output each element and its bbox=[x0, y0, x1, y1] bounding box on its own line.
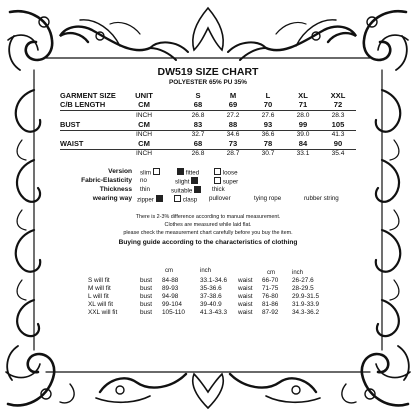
fit-measure: waist bbox=[238, 285, 253, 292]
cell-value: 83 bbox=[193, 120, 203, 129]
fit-measure: bust bbox=[140, 301, 153, 308]
cell-value: 39.0 bbox=[296, 131, 310, 138]
checkbox-icon bbox=[214, 168, 221, 175]
fit-inch: 28-29.5 bbox=[292, 285, 314, 292]
attr-option: pullover bbox=[209, 195, 231, 202]
cell-value: 32.7 bbox=[191, 131, 205, 138]
row-label-bust: BUST bbox=[60, 120, 81, 129]
fit-inch: 39-40.9 bbox=[200, 301, 222, 308]
fit-row-label: XXL will fit bbox=[88, 309, 118, 316]
header-unit: UNIT bbox=[135, 91, 153, 100]
fit-cm: 105-110 bbox=[162, 309, 185, 316]
attr-option: slight bbox=[175, 177, 198, 186]
note-difference: There is 2-3% difference according to manual measurement. bbox=[135, 214, 281, 220]
attr-option: thick bbox=[212, 186, 225, 193]
unit-cm: CM bbox=[138, 139, 150, 148]
attr-option: no bbox=[140, 177, 147, 184]
fit-cm: 66-70 bbox=[262, 277, 279, 284]
header-size-s: S bbox=[195, 91, 201, 100]
fit-measure: bust bbox=[140, 285, 153, 292]
row-label-waist: WAIST bbox=[60, 139, 84, 148]
cell-value: 33.1 bbox=[296, 150, 310, 157]
header-size-xl: XL bbox=[298, 91, 308, 100]
fit-inch: 31.9-33.9 bbox=[292, 301, 320, 308]
row-divider bbox=[60, 110, 356, 111]
fit-row-label: L will fit bbox=[88, 293, 109, 300]
fit-inch: 34.3-36.2 bbox=[292, 309, 320, 316]
cell-value: 70 bbox=[263, 100, 273, 109]
fit-inch: 26-27.6 bbox=[292, 277, 314, 284]
header-size-xxl: XXL bbox=[330, 91, 346, 100]
fit-row-label: XL will fit bbox=[88, 301, 113, 308]
row-label-cb-length: C/B LENGTH bbox=[60, 100, 106, 109]
attr-option: tying rope bbox=[254, 195, 282, 202]
fit-measure: waist bbox=[238, 301, 253, 308]
fit-measure: bust bbox=[140, 293, 153, 300]
fit-inch: 37-38.6 bbox=[200, 293, 222, 300]
fit-cm: 89-93 bbox=[162, 285, 179, 292]
fit-cm: 71-75 bbox=[262, 285, 279, 292]
unit-inch: INCH bbox=[135, 112, 153, 119]
fit-header-cm: cm bbox=[165, 268, 173, 274]
attr-option: thin bbox=[140, 186, 150, 193]
fit-inch: 35-36.6 bbox=[200, 285, 222, 292]
cell-value: 105 bbox=[331, 120, 345, 129]
attr-option: clasp bbox=[172, 195, 197, 204]
cell-value: 34.6 bbox=[226, 131, 240, 138]
checkbox-icon bbox=[214, 177, 221, 184]
fit-row-label: M will fit bbox=[88, 285, 111, 292]
fit-header-inch: inch bbox=[292, 270, 304, 276]
cell-value: 35.4 bbox=[331, 150, 345, 157]
fit-header-inch: inch bbox=[200, 268, 212, 274]
cell-value: 27.2 bbox=[226, 112, 240, 119]
fit-measure: waist bbox=[238, 293, 253, 300]
attr-option: slim bbox=[140, 168, 160, 177]
fit-cm: 81-86 bbox=[262, 301, 279, 308]
checkbox-icon bbox=[174, 195, 181, 202]
cell-value: 93 bbox=[263, 120, 273, 129]
fit-cm: 87-92 bbox=[262, 309, 279, 316]
fit-measure: waist bbox=[238, 277, 253, 284]
fit-cm: 99-104 bbox=[162, 301, 182, 308]
cell-value: 26.8 bbox=[191, 150, 205, 157]
unit-cm: CM bbox=[138, 100, 150, 109]
fabric-composition: POLYESTER 65% PU 35% bbox=[169, 79, 247, 86]
unit-inch: INCH bbox=[135, 150, 153, 157]
fit-inch: 29.9-31.5 bbox=[292, 293, 320, 300]
cell-value: 26.8 bbox=[191, 112, 205, 119]
attr-elasticity-label: Fabric-Elasticity bbox=[81, 177, 132, 184]
cell-value: 72 bbox=[333, 100, 343, 109]
fit-cm: 84-88 bbox=[162, 277, 179, 284]
note-check-chart: please check the measurement chart carefully before you buy the item. bbox=[123, 230, 293, 236]
fit-cm: 94-98 bbox=[162, 293, 179, 300]
fit-header-cm: cm bbox=[267, 270, 275, 276]
cell-value: 68 bbox=[193, 100, 203, 109]
cell-value: 88 bbox=[228, 120, 238, 129]
cell-value: 27.6 bbox=[261, 112, 275, 119]
checkbox-checked-icon bbox=[194, 186, 201, 193]
attr-option: suitable bbox=[171, 186, 201, 195]
cell-value: 36.6 bbox=[261, 131, 275, 138]
cell-value: 71 bbox=[298, 100, 308, 109]
fit-measure: waist bbox=[238, 309, 253, 316]
checkbox-icon bbox=[153, 168, 160, 175]
attr-version-label: Version bbox=[108, 168, 132, 175]
note-measured-flat: Clothes are measured while laid flat. bbox=[164, 222, 252, 228]
cell-value: 73 bbox=[228, 139, 238, 148]
header-size-l: L bbox=[265, 91, 271, 100]
attr-option: loose bbox=[212, 168, 238, 177]
fit-inch: 41.3-43.3 bbox=[200, 309, 228, 316]
fit-row-label: S will fit bbox=[88, 277, 110, 284]
cell-value: 78 bbox=[263, 139, 273, 148]
attr-option: rubber string bbox=[304, 195, 339, 202]
unit-inch: INCH bbox=[135, 131, 153, 138]
attr-option: fitted bbox=[175, 168, 199, 177]
chart-title: DW519 SIZE CHART bbox=[157, 66, 259, 78]
cell-value: 68 bbox=[193, 139, 203, 148]
header-garment-size: GARMENT SIZE bbox=[60, 91, 116, 100]
fit-measure: bust bbox=[140, 309, 153, 316]
cell-value: 28.0 bbox=[296, 112, 310, 119]
header-size-m: M bbox=[229, 91, 237, 100]
buying-guide-title: Buying guide according to the characteristics of clothing bbox=[118, 239, 298, 246]
attr-option: zipper bbox=[137, 195, 163, 204]
fit-inch: 33.1-34.6 bbox=[200, 277, 228, 284]
checkbox-checked-icon bbox=[191, 177, 198, 184]
fit-cm: 76-80 bbox=[262, 293, 279, 300]
cell-value: 28.7 bbox=[226, 150, 240, 157]
attr-option: super bbox=[212, 177, 238, 186]
attr-wearing-way-label: wearing way bbox=[92, 195, 132, 202]
checkbox-checked-icon bbox=[156, 195, 163, 202]
unit-cm: CM bbox=[138, 120, 150, 129]
cell-value: 69 bbox=[228, 100, 238, 109]
cell-value: 30.7 bbox=[261, 150, 275, 157]
cell-value: 84 bbox=[298, 139, 308, 148]
checkbox-checked-icon bbox=[177, 168, 184, 175]
cell-value: 90 bbox=[333, 139, 343, 148]
cell-value: 41.3 bbox=[331, 131, 345, 138]
cell-value: 28.3 bbox=[331, 112, 345, 119]
fit-measure: bust bbox=[140, 277, 153, 284]
cell-value: 99 bbox=[298, 120, 308, 129]
attr-thickness-label: Thickness bbox=[99, 186, 132, 193]
